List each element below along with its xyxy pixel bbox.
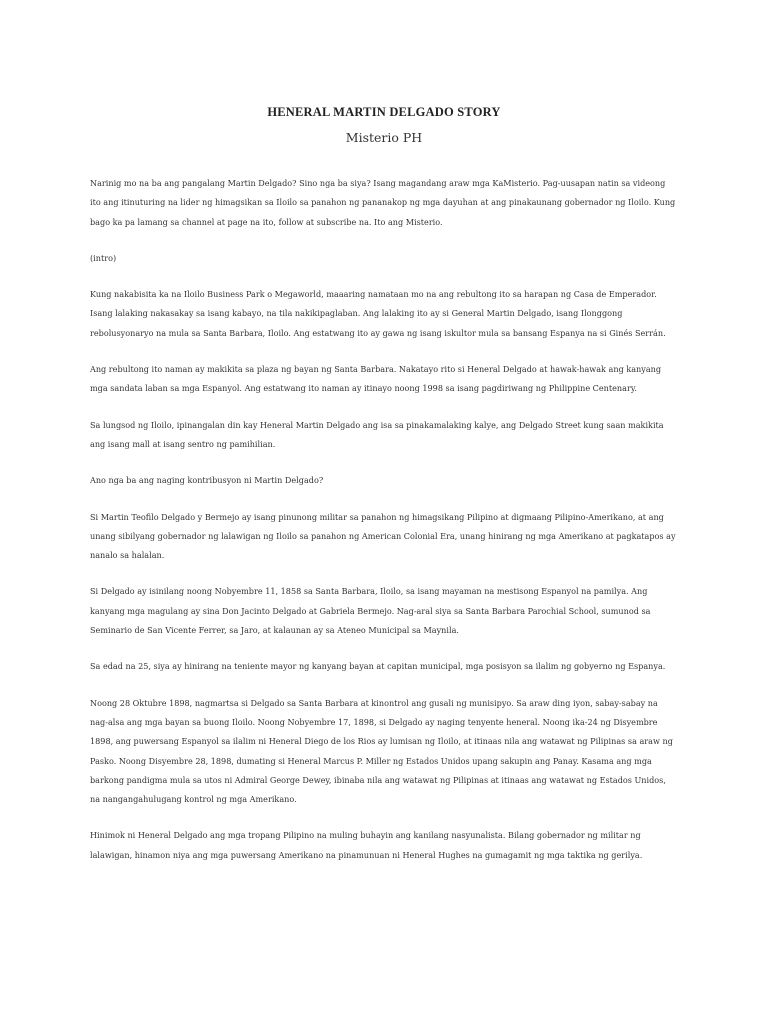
paragraph-revolution-1898: Noong 28 Oktubre 1898, nagmartsa si Delgado sa Santa Barbara at kinontrol ang gusali ng munisipyo. Sa araw ding iyon, sabay-sabay na nag-alsa ang mga bayan sa buong Iloilo. Noong Nobyembre 17, 1898, si Delgado ay naging tenyente heneral. Noong ika-24 ng Disyembre 1898, ang puwersang Espanyol sa ilalim ni Heneral Diego de los Rios ay lumisan ng Iloilo, at itinaas nila ang watawat ng Pilipinas sa araw ng Pasko. Noong Disyembre 28, 1898, dumating si Heneral Marcus P. Miller ng Estados Unidos upang sakupin ang Panay. Kasama ang mga barkong pandigma mula sa utos ni Admiral George Dewey, ibinaba nila ang watawat ng Pilipinas at itinaas ang watawat ng Estados Unidos, na nangangahulugang kontrol ng mga Amerikano.	[90, 697, 673, 805]
paragraph-delgado-street: Sa lungsod ng Iloilo, ipinangalan din kay Heneral Martin Delgado ang isa sa pinakamalaking kalye, ang Delgado Street kung saan makikita ang isang mall at isang sentro ng pamihilian.	[90, 419, 664, 449]
paragraph-early-positions: Sa edad na 25, siya ay hinirang na teniente mayor ng kanyang bayan at capitan municipal, mga posisyon sa ilalim ng gobyerno ng Espanya.	[90, 661, 666, 672]
paragraph-statue-santa-barbara: Ang rebultong ito naman ay makikita sa plaza ng bayan ng Santa Barbara. Nakatayo rito si Heneral Delgado at hawak-hawak ang kanyang mga sandata laban sa mga Espanyol. Ang estatwang ito naman ay itinayo noong 1998 sa isang pagdiriwang ng Philippine Centenary.	[90, 364, 662, 394]
document-body	[90, 174, 678, 865]
paragraph-guerrilla-resistance: Hinimok ni Heneral Delgado ang mga tropang Pilipino na muling buhayin ang kanilang nasyunalista. Bilang gobernador ng militar ng lalawigan, hinamon niya ang mga puwersang Amerikano na pinamunuan ni Heneral Hughes na gumagamit ng mga taktika ng gerilya.	[90, 830, 643, 860]
paragraph-biography: Si Martin Teofilo Delgado y Bermejo ay isang pinunong militar sa panahon ng himagsikang Pilipino at digmaang Pilipino-Amerikano, at ang unang sibilyang gobernador ng lalawigan ng Iloilo sa panahon ng American Colonial Era, unang hinirang ng mga Amerikano at pagkatapos ay nanalo sa halalan.	[90, 511, 676, 561]
paragraph-intro-question: Narinig mo na ba ang pangalang Martin Delgado? Sino nga ba siya? Isang magandang araw mga KaMisterio. Pag-uusapan natin sa videong ito ang itinuturing na lider ng himagsikan sa Iloilo sa panahon ng pananakop ng mga dayuhan at ang pinakaunang gobernador ng Iloilo. Kung bago ka pa lamang sa channel at page na ito, follow at subscribe na. Ito ang Misterio.	[90, 178, 676, 227]
paragraph-intro-marker: (intro)	[90, 252, 117, 263]
document-subtitle: Misterio PH	[345, 130, 423, 145]
paragraph-contribution-question: Ano nga ba ang naging kontribusyon ni Martin Delgado?	[90, 475, 324, 486]
document-title: HENERAL MARTIN DELGADO STORY	[267, 105, 501, 119]
paragraph-statue-megaworld: Kung nakabisita ka na Iloilo Business Park o Megaworld, maaaring namataan mo na ang rebultong ito sa harapan ng Casa de Emperador. Isang lalaking nakasakay sa isang kabayo, na tila nakikipaglaban. Ang lalaking ito ay si General Martin Delgado, isang Ilonggong rebolusyonaryo na mula sa Santa Barbara, Iloilo. Ang estatwang ito ay gawa ng isang iskultor mula sa bansang Espanya na si Ginés Serrán.	[90, 289, 666, 338]
paragraph-birth-education: Si Delgado ay isinilang noong Nobyembre 11, 1858 sa Santa Barbara, Iloilo, sa isang mayaman na mestisong Espanyol na pamilya. Ang kanyang mga magulang ay sina Don Jacinto Delgado at Gabriela Bermejo. Nag-aral siya sa Santa Barbara Parochial School, sumunod sa Seminario de San Vicente Ferrer, sa Jaro, at kalaunan ay sa Ateneo Municipal sa Maynila.	[90, 586, 651, 636]
